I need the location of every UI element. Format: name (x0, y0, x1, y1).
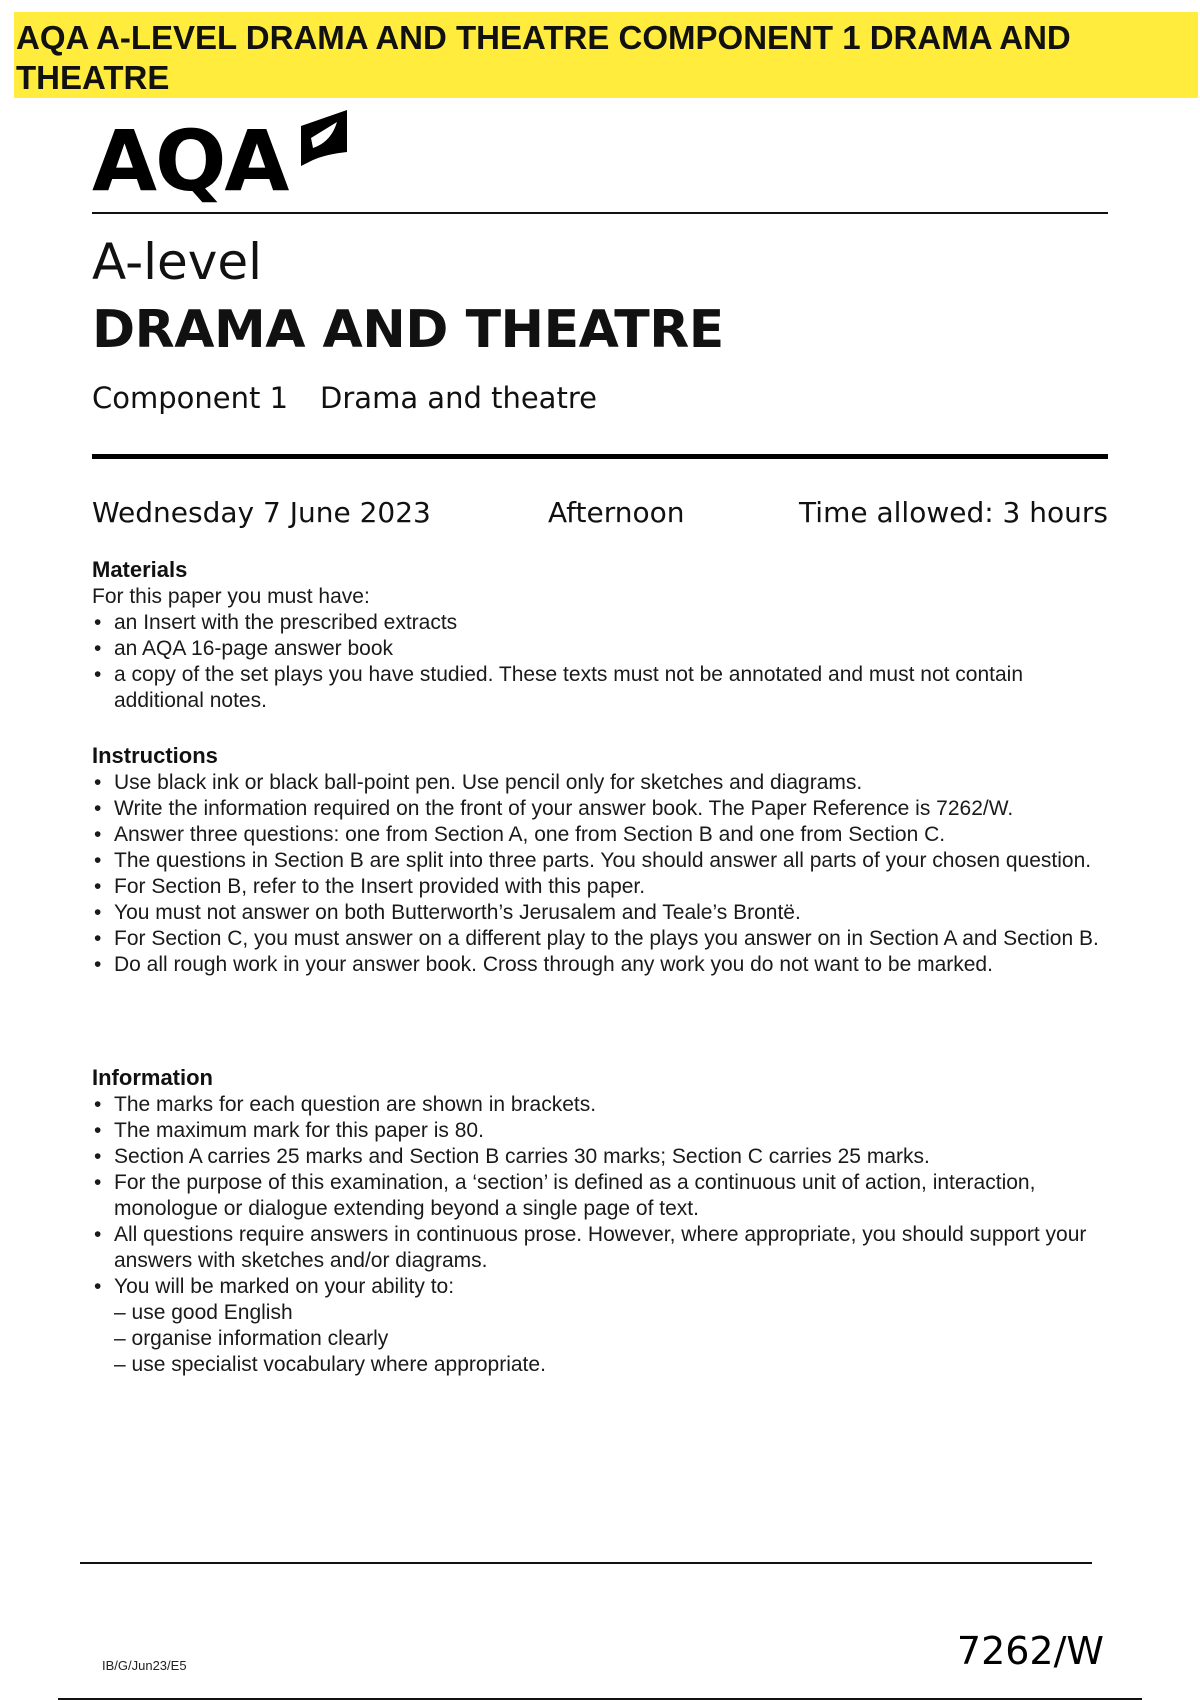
sub-list-item: – use good English (114, 1301, 293, 1324)
list-item: • an AQA 16-page answer book (92, 636, 1112, 662)
document-title-banner: AQA A-LEVEL DRAMA AND THEATRE COMPONENT 1 DRAMA AND THEATRE (14, 12, 1198, 98)
instructions-heading: Instructions (92, 743, 218, 768)
aqa-logo (92, 108, 288, 210)
list-item: • For the purpose of this examination, a ‘section’ is defined as a continuous unit of action, interaction, monologue or dialogue extending beyond a single page of text. (92, 1170, 1112, 1222)
footer-divider (80, 1562, 1092, 1564)
list-item: • You must not answer on both Butterworth’s Jerusalem and Teale’s Brontë. (92, 900, 1112, 926)
list-item: • For Section C, you must answer on a different play to the plays you answer on in Section A and Section B. (92, 926, 1112, 952)
information-section (92, 1064, 1112, 1378)
instructions-section (92, 742, 1112, 978)
aqa-flag-icon (297, 108, 351, 172)
list-item: • The maximum mark for this paper is 80. (92, 1118, 1112, 1144)
information-heading: Information (92, 1065, 213, 1090)
list-item: • Write the information required on the front of your answer book. The Paper Reference is 7262/W. (92, 796, 1112, 822)
list-item: • Answer three questions: one from Section A, one from Section B and one from Section C. (92, 822, 1112, 848)
list-item: • All questions require answers in continuous prose. However, where appropriate, you should support your answers with sketches and/or diagrams. (92, 1222, 1112, 1274)
component-line (92, 378, 629, 418)
list-item: • Use black ink or black ball-point pen. Use pencil only for sketches and diagrams. (92, 770, 1112, 796)
list-item: • a copy of the set plays you have studied. These texts must not be annotated and must not contain additional notes. (92, 662, 1112, 714)
header-divider (92, 212, 1108, 214)
list-item: • The questions in Section B are split into three parts. You should answer all parts of your chosen question. (92, 848, 1112, 874)
component-title: Drama and theatre (320, 381, 597, 415)
list-item: • Do all rough work in your answer book. Cross through any work you do not want to be marked. (92, 952, 1112, 978)
qualification-level: A-level (92, 233, 263, 291)
subject-title: DRAMA AND THEATRE (92, 300, 724, 360)
sub-list-item: – organise information clearly (114, 1327, 389, 1350)
footer-reference: IB/G/Jun23/E5 (102, 1658, 187, 1673)
materials-section (92, 556, 1112, 714)
materials-intro: For this paper you must have: (92, 585, 370, 608)
list-item: • You will be marked on your ability to: (92, 1274, 1112, 1300)
materials-heading: Materials (92, 557, 188, 582)
exam-session: Afternoon (548, 496, 685, 529)
title-divider (92, 454, 1108, 459)
list-item: • The marks for each question are shown in brackets. (92, 1092, 1112, 1118)
list-item: • an Insert with the prescribed extracts (92, 610, 1112, 636)
exam-date: Wednesday 7 June 2023 (92, 496, 431, 529)
component-label: Component 1 (92, 381, 289, 415)
sub-list-item: – use specialist vocabulary where appropriate. (114, 1353, 546, 1376)
logo-text: AQA (92, 112, 288, 210)
list-item: • Section A carries 25 marks and Section B carries 30 marks; Section C carries 25 marks. (92, 1144, 1112, 1170)
paper-code: 7262/W (956, 1629, 1104, 1673)
time-allowed: Time allowed: 3 hours (799, 496, 1108, 529)
list-item: • For Section B, refer to the Insert provided with this paper. (92, 874, 1112, 900)
